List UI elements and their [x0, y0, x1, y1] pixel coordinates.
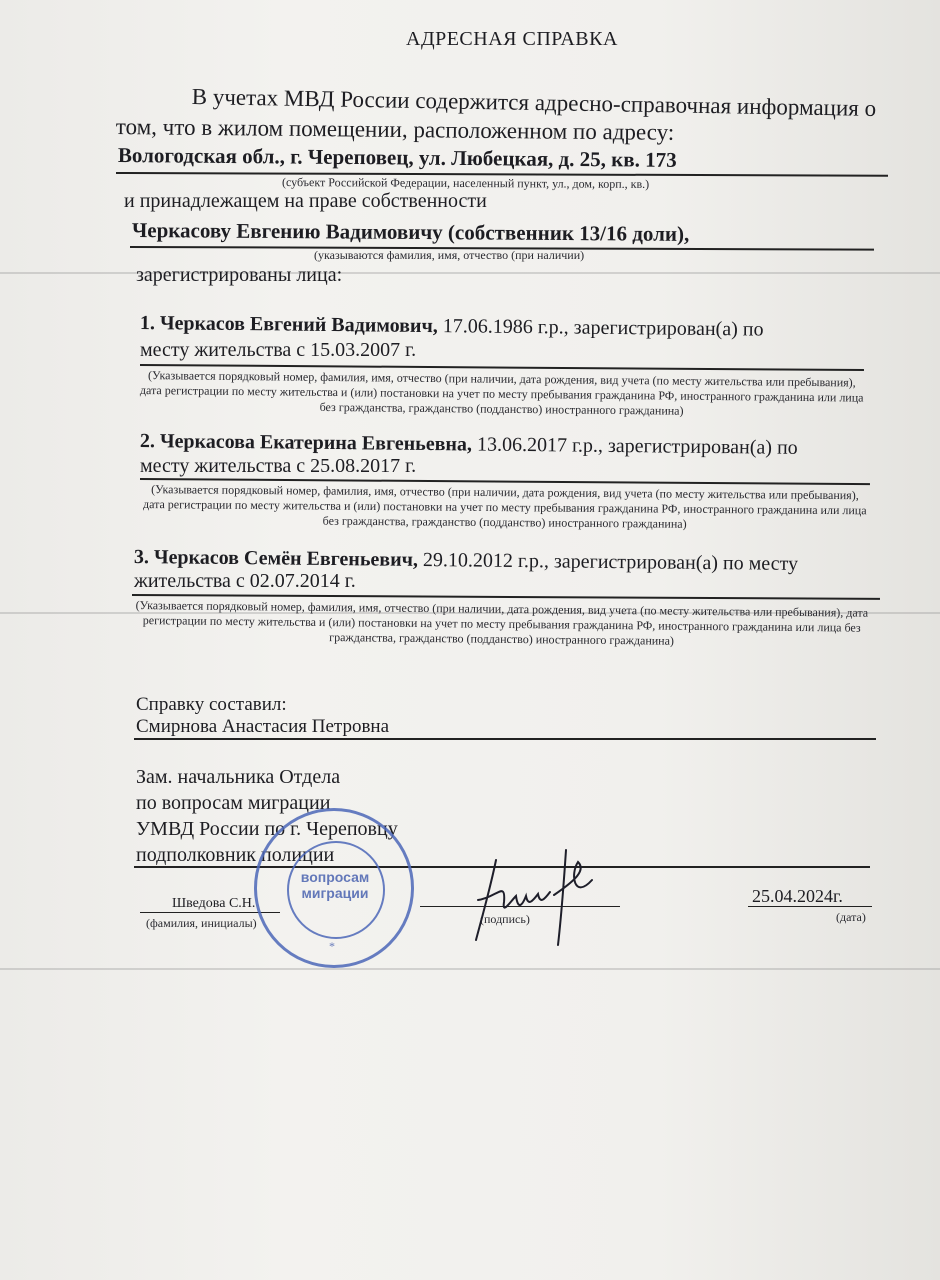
signature-hint: (подпись) — [480, 912, 530, 926]
person-1-note: (Указывается порядковый номер, фамилия, имя, отчество (при наличии, дата рождения, вид учета (по месту жительства или пребывания), дата регистрации по месту жительства и (или) постановки на учет по месту пребывания гражданина РФ, иностранного гражданина или лица без гражданства, гражданство (подданство) иностранного гражданина) — [139, 368, 864, 418]
person-2-name: 2. Черкасова Екатерина Евгеньевна, — [139, 430, 473, 456]
position-line-2: по вопросам миграции — [136, 792, 331, 814]
intro-line-2: том, что в жилом помещении, расположенном по адресу: — [115, 114, 675, 145]
person-2-line-2: месту жительства с 25.08.2017 г. — [140, 455, 417, 477]
person-3-details: 29.10.2012 г.р., зарегистрирован(а) по месту — [422, 549, 799, 575]
registered-text: зарегистрированы лица: — [136, 264, 343, 286]
compiled-by-name: Смирнова Анастасия Петровна — [136, 716, 390, 737]
intro-line-1: В учетах МВД России содержится адресно-справочная информация о — [191, 84, 877, 121]
date-hint: (дата) — [836, 910, 866, 924]
document-date: 25.04.2024г. — [752, 886, 843, 906]
address-hint: (субъект Российской Федерации, населенный пункт, ул., дом, корп., кв.) — [281, 175, 650, 191]
address-value: Вологодская обл., г. Череповец, ул. Любецкая, д. 25, кв. 173 — [117, 143, 677, 172]
owner-hint: (указываются фамилия, имя, отчество (при наличии) — [314, 248, 585, 262]
person-1-details: 17.06.1986 г.р., зарегистрирован(а) по — [442, 315, 764, 341]
stamp-text: вопросам миграции — [300, 869, 370, 901]
signer-name-hint: (фамилия, инициалы) — [146, 916, 257, 930]
date-underline — [748, 906, 872, 907]
handwritten-signature — [466, 840, 606, 950]
person-2-note: (Указывается порядковый номер, фамилия, имя, отчество (при наличии, дата рождения, вид учета (по месту жительства или пребывания), дата регистрации по месту жительства и (или) постановки на учет по месту пребывания гражданина РФ, иностранного гражданина или лица без гражданства, гражданство (подданство) иностранного гражданина) — [142, 482, 867, 531]
position-line-3: УМВД России по г. Череповцу — [136, 818, 398, 840]
person-1-line-2: месту жительства с 15.03.2007 г. — [140, 339, 417, 361]
person-3-name: 3. Черкасов Семён Евгеньевич, — [133, 546, 419, 571]
compiled-by-label: Справку составил: — [136, 694, 287, 715]
ownership-text: и принадлежащем на праве собственности — [124, 190, 487, 212]
compiled-by-underline — [134, 738, 876, 740]
document-title: АДРЕСНАЯ СПРАВКА — [406, 28, 618, 50]
person-2-details: 13.06.2017 г.р., зарегистрирован(а) по — [476, 433, 798, 459]
position-line-1: Зам. начальника Отдела — [136, 766, 341, 788]
paper-fold — [0, 968, 940, 970]
person-1-line-1 — [140, 312, 764, 342]
person-3-line-2: жительства с 02.07.2014 г. — [134, 570, 356, 592]
person-3-note: (Указывается порядковый номер, фамилия, имя, отчество (при наличии, дата рождения, вид учета (по месту жительства или пребывания), дата регистрации по месту жительства и (или) постановки на учет по месту пребывания гражданина РФ, иностранного гражданина или лица без гражданства, гражданство (подданство) иностранного гражданина) — [135, 598, 869, 648]
person-1-name: 1. Черкасов Евгений Вадимович, — [139, 312, 438, 338]
position-line-4: подполковник полиции — [136, 844, 335, 866]
owner-value: Черкасову Евгению Вадимовичу (собственник 13/16 доли), — [131, 218, 690, 246]
official-stamp — [254, 808, 414, 968]
stamp-star-icon: * — [329, 939, 335, 953]
signer-name: Шведова С.Н. — [172, 896, 256, 911]
